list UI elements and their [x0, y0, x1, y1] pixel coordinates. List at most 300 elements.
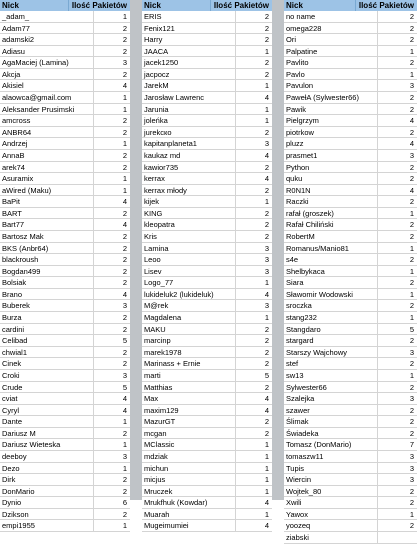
count-cell: 1: [409, 208, 414, 218]
count-cell: 1: [264, 116, 269, 126]
count-cell: 2: [264, 336, 269, 346]
count-cell: 2: [122, 359, 127, 369]
table-row: [0, 80, 130, 92]
table-row: [284, 474, 417, 486]
nick-cell: ziabski: [284, 532, 378, 543]
nick-cell: MAKU: [142, 324, 236, 335]
count-cell: 2: [409, 231, 414, 241]
count-cell: 1: [264, 46, 269, 56]
count-cell: 2: [122, 127, 127, 137]
table-row: [142, 92, 272, 104]
column-separator: [272, 0, 284, 500]
nick-cell: BART: [0, 208, 94, 219]
nick-cell: alaowca@gmail.com: [0, 92, 94, 103]
table-row: [284, 127, 417, 139]
table-row: [284, 11, 417, 23]
nick-cell: yoozeq: [284, 520, 378, 531]
count-cell: 2: [264, 35, 269, 45]
nick-cell: Yawox: [284, 509, 378, 520]
count-cell: 3: [264, 301, 269, 311]
table-row: [142, 324, 272, 336]
table-row: [0, 335, 130, 347]
count-cell: 4: [122, 197, 127, 207]
table-row: [0, 416, 130, 428]
nick-cell: Croki: [0, 370, 94, 381]
count-cell: 3: [264, 255, 269, 265]
nick-cell: Lisev: [142, 266, 236, 277]
count-cell: 1: [122, 174, 127, 184]
nick-cell: Asuramix: [0, 173, 94, 184]
count-cell: 4: [122, 289, 127, 299]
table-row: [0, 138, 130, 150]
table-row: [284, 231, 417, 243]
nick-cell: Siara: [284, 277, 378, 288]
count-cell: 4: [409, 116, 414, 126]
nick-cell: Mrukfhuk (Kowdar): [142, 497, 236, 508]
count-cell: 2: [409, 486, 414, 496]
nick-cell: Leoo: [142, 254, 236, 265]
nick-table-1: [0, 0, 130, 532]
nick-cell: KING: [142, 208, 236, 219]
nick-cell: maxim129: [142, 405, 236, 416]
count-cell: 2: [409, 428, 414, 438]
nick-table-2: [142, 0, 272, 532]
nick-cell: Adam77: [0, 23, 94, 34]
count-cell: 2: [409, 255, 414, 265]
count-cell: 2: [122, 313, 127, 323]
nick-cell: Raczki: [284, 196, 378, 207]
table-row: [142, 57, 272, 69]
nick-cell: mdziak: [142, 451, 236, 462]
table-row: [284, 46, 417, 58]
table-row: [284, 185, 417, 197]
nick-cell: Muarah: [142, 509, 236, 520]
nick-cell: kerrax: [142, 173, 236, 184]
table-row: [0, 439, 130, 451]
nick-cell: Ori: [284, 34, 378, 45]
nick-cell: BaPit: [0, 196, 94, 207]
count-cell: 2: [122, 208, 127, 218]
table-row: [0, 520, 130, 532]
nick-cell: piotrkow: [284, 127, 378, 138]
count-cell: 2: [264, 231, 269, 241]
count-cell: 2: [264, 127, 269, 137]
table-row: [284, 173, 417, 185]
nick-cell: Jarosław Lawrenc: [142, 92, 236, 103]
table-row: [142, 416, 272, 428]
header-count: Ilość Pakietów: [358, 1, 414, 10]
nick-cell: cviat: [0, 393, 94, 404]
table-row: [284, 324, 417, 336]
nick-cell: MClassic: [142, 439, 236, 450]
table-row: [142, 382, 272, 394]
count-cell: 2: [264, 347, 269, 357]
count-cell: 4: [264, 289, 269, 299]
table-row: [142, 69, 272, 81]
table-row: [142, 520, 272, 532]
table-row: [0, 46, 130, 58]
table-row: [284, 486, 417, 498]
count-cell: [378, 532, 417, 543]
nick-cell: Matthias: [142, 382, 236, 393]
count-cell: 1: [122, 440, 127, 450]
table-row: [0, 370, 130, 382]
nick-cell: Harry: [142, 34, 236, 45]
count-cell: 3: [409, 475, 414, 485]
count-cell: 1: [122, 521, 127, 531]
nick-cell: Bart77: [0, 219, 94, 230]
table-row: [0, 277, 130, 289]
nick-cell: Cyryl: [0, 405, 94, 416]
count-cell: 1: [264, 313, 269, 323]
nick-cell: Kris: [142, 231, 236, 242]
count-cell: 2: [409, 336, 414, 346]
count-cell: 1: [264, 509, 269, 519]
count-cell: 7: [409, 440, 414, 450]
table-row: [142, 497, 272, 509]
nick-cell: Dante: [0, 416, 94, 427]
column-separator: [130, 0, 142, 500]
count-cell: 2: [264, 417, 269, 427]
count-cell: 2: [122, 347, 127, 357]
nick-cell: Andrzej: [0, 138, 94, 149]
nick-cell: Cinek: [0, 358, 94, 369]
table-row: [142, 428, 272, 440]
table-row: [0, 474, 130, 486]
table-row: [0, 300, 130, 312]
table-row: [0, 11, 130, 23]
nick-cell: MazurGT: [142, 416, 236, 427]
nick-cell: szawer: [284, 405, 378, 416]
table-row: [0, 451, 130, 463]
table-row: [0, 463, 130, 475]
table-row: [284, 80, 417, 92]
nick-cell: Wojtek_80: [284, 486, 378, 497]
table-row: [0, 254, 130, 266]
table-row: [284, 370, 417, 382]
nick-cell: Akisiel: [0, 80, 94, 91]
table-row: [0, 34, 130, 46]
table-row: [284, 92, 417, 104]
count-cell: 2: [122, 428, 127, 438]
nick-cell: BKS (Anbr64): [0, 243, 94, 254]
table-row: [142, 115, 272, 127]
count-cell: 2: [409, 35, 414, 45]
count-cell: 5: [264, 370, 269, 380]
count-cell: 2: [264, 428, 269, 438]
count-cell: 1: [264, 278, 269, 288]
nick-cell: Fenix121: [142, 23, 236, 34]
count-cell: 2: [122, 23, 127, 33]
nick-cell: kawior735: [142, 162, 236, 173]
count-cell: 4: [264, 93, 269, 103]
count-cell: 4: [264, 498, 269, 508]
nick-cell: Jarunia: [142, 104, 236, 115]
table-row: [142, 347, 272, 359]
nick-cell: _adam_: [0, 11, 94, 22]
table-row: [284, 393, 417, 405]
table-row: [0, 405, 130, 417]
table-row: [142, 173, 272, 185]
count-cell: 2: [409, 197, 414, 207]
table-row: [142, 254, 272, 266]
count-cell: 1: [264, 486, 269, 496]
count-cell: 2: [409, 162, 414, 172]
count-cell: 2: [122, 243, 127, 253]
table-row: [284, 312, 417, 324]
count-cell: 4: [264, 150, 269, 160]
count-cell: 2: [409, 58, 414, 68]
table-row: [0, 104, 130, 116]
nick-cell: Buberek: [0, 300, 94, 311]
nick-cell: kleopatra: [142, 219, 236, 230]
count-cell: 2: [409, 23, 414, 33]
count-cell: 2: [264, 162, 269, 172]
nick-cell: Shelbykaca: [284, 266, 378, 277]
table-row: [0, 497, 130, 509]
nick-cell: Max: [142, 393, 236, 404]
nick-cell: Adiasu: [0, 46, 94, 57]
count-cell: 3: [264, 243, 269, 253]
nick-cell: Starszy Wajchowy: [284, 347, 378, 358]
table-row: [142, 509, 272, 521]
count-cell: 1: [122, 417, 127, 427]
table-row: [142, 80, 272, 92]
count-cell: 1: [409, 313, 414, 323]
count-cell: 4: [264, 174, 269, 184]
count-cell: 1: [264, 463, 269, 473]
nick-cell: lukideluk2 (lukideluk): [142, 289, 236, 300]
nick-cell: sw13: [284, 370, 378, 381]
table-row: [142, 104, 272, 116]
table-row: [142, 393, 272, 405]
count-cell: 2: [409, 12, 414, 21]
count-cell: 3: [122, 370, 127, 380]
count-cell: 2: [409, 417, 414, 427]
table-row: [0, 23, 130, 35]
table-header: [0, 0, 130, 11]
count-cell: 2: [409, 104, 414, 114]
nick-cell: marek1978: [142, 347, 236, 358]
count-cell: 2: [264, 12, 269, 21]
table-row: [284, 451, 417, 463]
table-row: [142, 208, 272, 220]
nick-cell: rafał (groszek): [284, 208, 378, 219]
count-cell: 2: [122, 509, 127, 519]
table-row: [284, 416, 417, 428]
count-cell: 2: [409, 220, 414, 230]
count-cell: 2: [409, 174, 414, 184]
count-cell: 2: [122, 255, 127, 265]
table-row: [284, 347, 417, 359]
table-row: [142, 335, 272, 347]
nick-cell: prasmet1: [284, 150, 378, 161]
count-cell: 1: [122, 12, 127, 21]
nick-cell: Lamina: [142, 243, 236, 254]
count-cell: 1: [264, 475, 269, 485]
nick-cell: stang232: [284, 312, 378, 323]
count-cell: 1: [409, 69, 414, 79]
count-cell: 2: [264, 220, 269, 230]
nick-cell: Stangdaro: [284, 324, 378, 335]
count-cell: 4: [122, 405, 127, 415]
nick-cell: R0N1N: [284, 185, 378, 196]
table-row: [142, 439, 272, 451]
nick-cell: Dzikson: [0, 509, 94, 520]
nick-cell: kerrax młody: [142, 185, 236, 196]
count-cell: 4: [264, 405, 269, 415]
table-row: [284, 115, 417, 127]
count-cell: 2: [122, 46, 127, 56]
nick-cell: Szalejka: [284, 393, 378, 404]
nick-cell: Bolsiak: [0, 277, 94, 288]
count-cell: 2: [122, 231, 127, 241]
table-row: [284, 532, 417, 544]
nick-cell: amcross: [0, 115, 94, 126]
table-row: [0, 115, 130, 127]
count-cell: 4: [409, 185, 414, 195]
table-row: [0, 127, 130, 139]
table-row: [142, 127, 272, 139]
table-row: [0, 243, 130, 255]
nick-cell: PawełA (Sylwester66): [284, 92, 378, 103]
count-cell: 2: [264, 359, 269, 369]
nick-cell: Pavulon: [284, 80, 378, 91]
nick-cell: Sławomir Wodowski: [284, 289, 378, 300]
count-cell: 1: [409, 370, 414, 380]
count-cell: 1: [409, 509, 414, 519]
table-row: [142, 231, 272, 243]
table-row: [284, 69, 417, 81]
nick-cell: Celibad: [0, 335, 94, 346]
count-cell: 3: [409, 81, 414, 91]
nick-cell: Tupis: [284, 463, 378, 474]
nick-cell: sroczka: [284, 300, 378, 311]
count-cell: 5: [122, 382, 127, 392]
count-cell: 2: [264, 69, 269, 79]
table-row: [0, 393, 130, 405]
count-cell: 3: [409, 451, 414, 461]
table-row: [0, 69, 130, 81]
nick-cell: s4e: [284, 254, 378, 265]
table-row: [0, 347, 130, 359]
count-cell: 3: [264, 266, 269, 276]
nick-cell: Akcja: [0, 69, 94, 80]
nick-cell: adamski2: [0, 34, 94, 45]
count-cell: 1: [122, 185, 127, 195]
count-cell: 3: [409, 463, 414, 473]
table-row: [0, 289, 130, 301]
table-row: [284, 104, 417, 116]
count-cell: 1: [122, 463, 127, 473]
nick-cell: blackroush: [0, 254, 94, 265]
count-cell: 5: [409, 324, 414, 334]
nick-cell: Brano: [0, 289, 94, 300]
nick-cell: aWired (Maku): [0, 185, 94, 196]
count-cell: 4: [122, 81, 127, 91]
table-row: [142, 486, 272, 498]
count-cell: 4: [409, 139, 414, 149]
nick-cell: Mugeimumiei: [142, 520, 236, 531]
table-row: [0, 150, 130, 162]
table-row: [142, 451, 272, 463]
count-cell: 1: [409, 243, 414, 253]
count-cell: 1: [409, 289, 414, 299]
nick-cell: AnnaB: [0, 150, 94, 161]
table-row: [284, 509, 417, 521]
header-nick: Nick: [0, 0, 69, 11]
count-cell: 3: [409, 394, 414, 404]
nick-cell: jurekско: [142, 127, 236, 138]
table-row: [284, 520, 417, 532]
table-row: [142, 289, 272, 301]
nick-cell: Mruczek: [142, 486, 236, 497]
table-row: [284, 358, 417, 370]
count-cell: 3: [122, 58, 127, 68]
count-cell: 2: [409, 521, 414, 531]
table-header: [142, 0, 272, 11]
table-row: [284, 405, 417, 417]
nick-cell: cardini: [0, 324, 94, 335]
count-cell: 1: [122, 104, 127, 114]
table-row: [284, 162, 417, 174]
table-row: [0, 509, 130, 521]
nick-cell: Python: [284, 162, 378, 173]
table-row: [0, 185, 130, 197]
table-row: [142, 300, 272, 312]
table-row: [142, 219, 272, 231]
nick-cell: ANBR64: [0, 127, 94, 138]
table-row: [0, 428, 130, 440]
nick-cell: Bogdan499: [0, 266, 94, 277]
count-cell: 2: [264, 324, 269, 334]
table-row: [284, 335, 417, 347]
table-row: [284, 497, 417, 509]
count-cell: 2: [122, 486, 127, 496]
table-row: [0, 208, 130, 220]
table-row: [0, 57, 130, 69]
count-cell: 1: [264, 81, 269, 91]
count-cell: 2: [122, 278, 127, 288]
count-cell: 2: [264, 382, 269, 392]
table-row: [284, 138, 417, 150]
table-row: [142, 463, 272, 475]
table-row: [0, 266, 130, 278]
count-cell: 4: [122, 220, 127, 230]
count-cell: 4: [122, 394, 127, 404]
nick-cell: micjus: [142, 474, 236, 485]
count-cell: 2: [409, 359, 414, 369]
nick-cell: Sylwester66: [284, 382, 378, 393]
header-nick: Nick: [284, 0, 356, 11]
table-row: [142, 34, 272, 46]
table-row: [0, 486, 130, 498]
nick-cell: marti: [142, 370, 236, 381]
count-cell: 2: [264, 208, 269, 218]
count-cell: 3: [122, 301, 127, 311]
nick-cell: Burza: [0, 312, 94, 323]
table-row: [142, 138, 272, 150]
count-cell: 2: [122, 35, 127, 45]
table-row: [142, 312, 272, 324]
count-cell: 2: [409, 301, 414, 311]
count-cell: 2: [409, 382, 414, 392]
table-row: [0, 92, 130, 104]
nick-cell: mcgan: [142, 428, 236, 439]
nick-cell: kaukaz md: [142, 150, 236, 161]
nick-cell: Marinass + Ernie: [142, 358, 236, 369]
nick-cell: pluzz: [284, 138, 378, 149]
